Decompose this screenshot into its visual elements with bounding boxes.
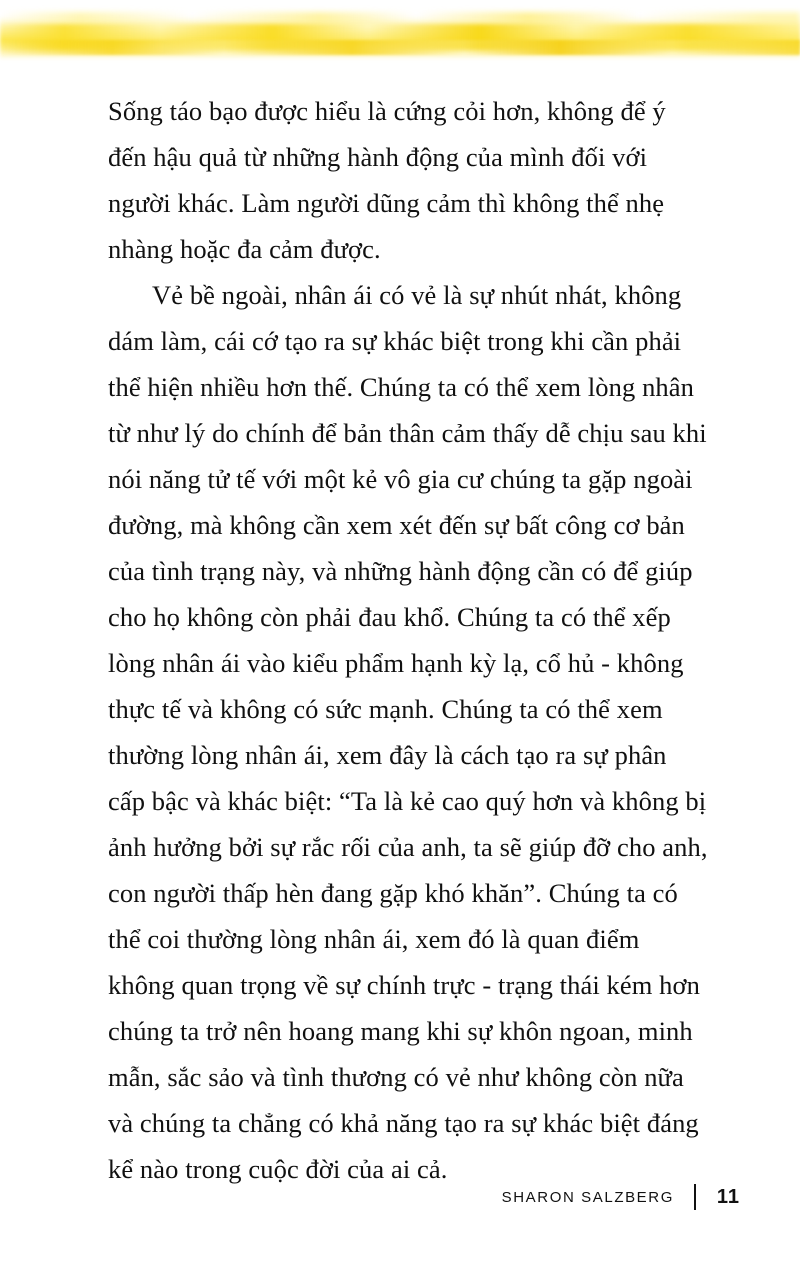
paragraph-2: Vẻ bề ngoài, nhân ái có vẻ là sự nhút nhát, không dám làm, cái cớ tạo ra sự khác biệt trong khi cần phải thể hiện nhiều hơn thế. Chúng ta có thể xem lòng nhân từ như lý do chính để bản thân cảm thấy dễ chịu sau khi nói năng tử tế với một kẻ vô gia cư chúng ta gặp ngoài đường, mà không cần xem xét đến sự bất công cơ bản của tình trạng này, và những hành động cần có để giúp cho họ không còn phải đau khổ. Chúng ta có thể xếp lòng nhân ái vào kiểu phẩm hạnh kỳ lạ, cổ hủ - không thực tế và không có sức mạnh. Chúng ta có thể xem thường lòng nhân ái, xem đây là cách tạo ra sự phân cấp bậc và khác biệt: “Ta là kẻ cao quý hơn và không bị ảnh hưởng bởi sự rắc rối của anh, ta sẽ giúp đỡ cho anh, con người thấp hèn đang gặp khó khăn”. Chúng ta có thể coi thường lòng nhân ái, xem đó là quan điểm không quan trọng về sự chính trực - trạng thái kém hơn chúng ta trở nên hoang mang khi sự khôn ngoan, minh mẫn, sắc sảo và tình thương có vẻ như không còn nữa và chúng ta chẳng có khả năng tạo ra sự khác biệt đáng kể nào trong cuộc đời của ai cả. [108, 280, 708, 1184]
band-edge-layer [0, 40, 800, 55]
decorative-watercolor-band [0, 0, 800, 78]
page-number: 11 [716, 1185, 740, 1208]
band-mid-layer [0, 24, 800, 50]
paragraph-1: Sống táo bạo được hiểu là cứng cỏi hơn, không để ý đến hậu quả từ những hành động của mình đối với người khác. Làm người dũng cảm thì không thể nhẹ nhàng hoặc đa cảm được. [108, 96, 666, 264]
footer-divider [694, 1184, 696, 1210]
page-body-text [108, 88, 708, 1192]
band-highlight-layer [0, 12, 800, 26]
band-base-layer [0, 16, 800, 60]
footer-author-name: SHARON SALZBERG [501, 1188, 674, 1206]
page-footer [108, 1180, 740, 1214]
